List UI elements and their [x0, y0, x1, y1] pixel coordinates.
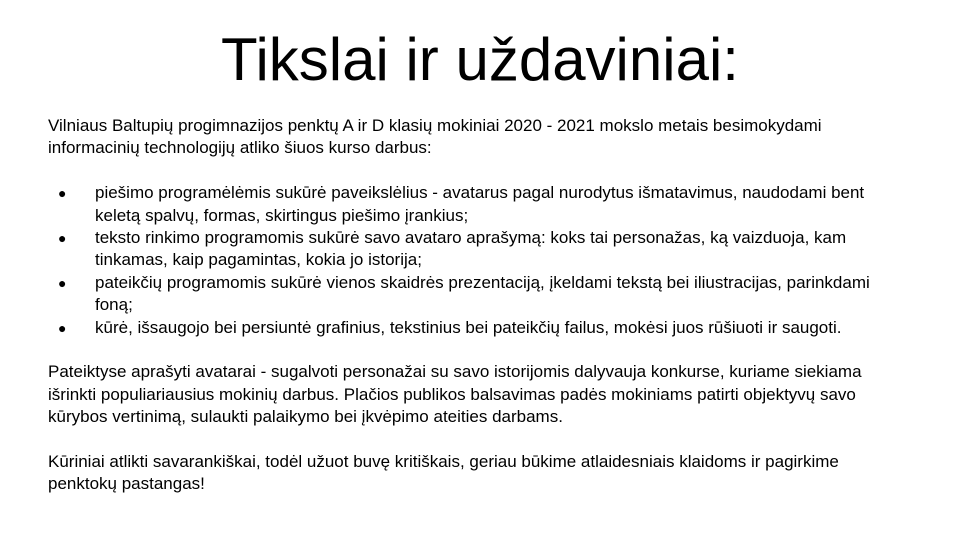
spacer	[48, 160, 908, 182]
list-item	[48, 317, 908, 339]
intro-paragraph: Vilniaus Baltupių progimnazijos penktų A ir D klasių mokiniai 2020 - 2021 mokslo metais besimokydami informacinių technologijų atliko šiuos kurso darbus:	[48, 116, 822, 158]
task-list	[48, 182, 908, 339]
bullet-icon: ●	[58, 230, 67, 247]
bullet-icon: ●	[58, 274, 67, 291]
list-item-text: piešimo programėlėmis sukūrė paveikslėlius - avatarus pagal nurodytus išmatavimus, naudodami bent keletą spalvų, formas, skirtingus piešimo įrankius;	[95, 183, 865, 225]
list-item-text: pateikčių programomis sukūrė vienos skaidrės prezentaciją, įkeldami tekstą bei iliustracijas, parinkdami foną;	[95, 272, 870, 315]
bullet-icon: ●	[58, 185, 67, 202]
closing-paragraph: Kūriniai atlikti savarankiškai, todėl užuot buvę kritiškais, geriau būkime atlaidesniais klaidoms ir pagirkime penktokų pastangas!	[48, 452, 839, 494]
slide-body	[48, 115, 908, 496]
list-item	[48, 227, 908, 272]
list-item-text: teksto rinkimo programomis sukūrė savo avataro aprašymą: koks tai personažas, ką vaizduoja, kam tinkamas, kaip pagamintas, kokia jo istorija;	[95, 228, 847, 270]
slide-title: Tikslai ir uždaviniai:	[221, 26, 739, 93]
spacer	[48, 339, 908, 361]
spacer	[48, 429, 908, 451]
list-item-text: kūrė, išsaugojo bei persiuntė grafinius, tekstinius bei pateikčių failus, mokėsi juos rūšiuoti ir saugoti.	[95, 317, 842, 337]
contest-paragraph: Pateiktyse aprašyti avatarai - sugalvoti personažai su savo istorijomis dalyvauja konkurse, kuriame siekiama išrinkti populiariausius mokinių darbus. Plačios publikos balsavimas padės mokiniams patirti objektyvų savo kūrybos vertinimą, sulaukti palaikymo bei įkvėpimo ateities darbams.	[48, 362, 862, 427]
list-item	[48, 182, 908, 227]
list-item	[48, 272, 908, 317]
bullet-icon: ●	[58, 319, 67, 336]
